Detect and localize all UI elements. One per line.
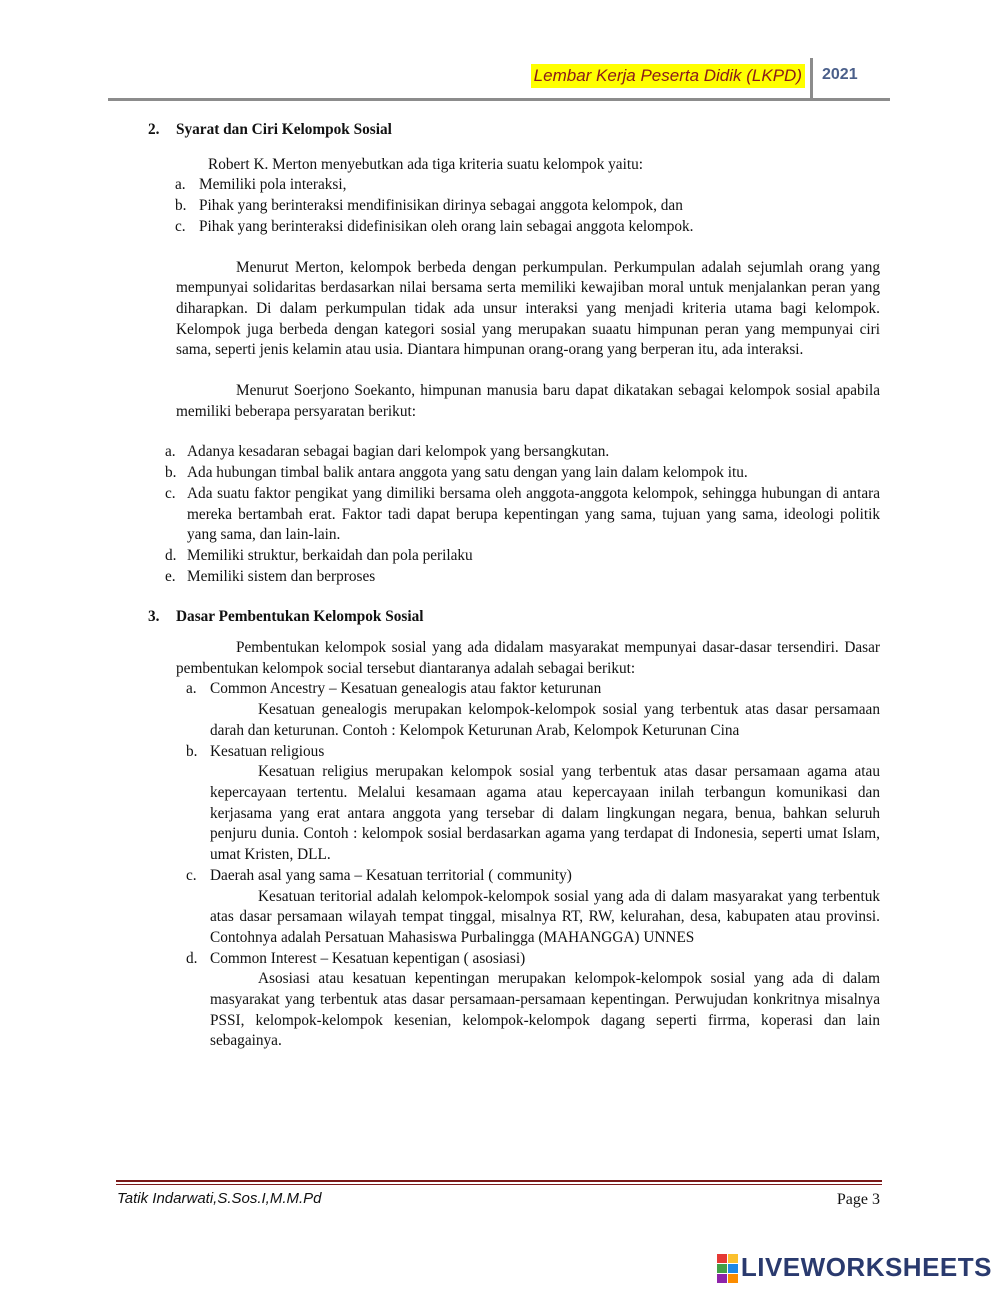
footer-author: Tatik Indarwati,S.Sos.I,M.M.Pd xyxy=(117,1190,322,1207)
header-rule xyxy=(108,98,890,101)
list-item: a. Common Ancestry – Kesatuan genealogis atau faktor keturunan Kesatuan genealogis merupakan kelompok-kelompok sosial yang terbentuk atas dasar persamaan darah dan keturunan. Contoh : Kelompok Keturunan Arab, Kelompok Keturunan Cina xyxy=(148,679,880,741)
list-item: b. Ada hubungan timbal balik antara anggota yang satu dengan yang lain dalam kelompok itu. xyxy=(165,464,748,482)
page-number: Page 3 xyxy=(836,1191,880,1208)
footer-rule xyxy=(116,1180,882,1182)
soekanto-paragraph: Menurut Soerjono Soekanto, himpunan manusia baru dapat dikatakan sebagai kelompok sosial apabila memiliki beberapa persyaratan berikut: xyxy=(176,382,880,420)
section-2-title: Syarat dan Ciri Kelompok Sosial xyxy=(176,121,392,138)
merton-criteria-list xyxy=(148,175,880,237)
list-item: e. Memiliki sistem dan berproses xyxy=(165,567,376,585)
section-2-heading xyxy=(148,120,880,141)
liveworksheets-wordmark: LIVEWORKSHEETS xyxy=(740,1252,992,1282)
basis-body: Kesatuan teritorial adalah kelompok-kelompok sosial yang ada di dalam masyarakat yang terbentuk atas dasar persamaan wilayah tempat tinggal, misalnya RT, RW, kelurahan, desa, kabupaten atau provinsi. Contohnya adalah Persatuan Mahasiswa Purbalingga (MAHANGGA) UNNES xyxy=(210,887,880,946)
list-item: d. Common Interest – Kesatuan kepentigan ( asosiasi) Asosiasi atau kesatuan kepentingan merupakan kelompok-kelompok sosial yang ada di dalam masyarakat yang terbentuk atas dasar persamaan-persamaan kepentingan. Perwujudan konkritnya misalnya PSSI, kelompok-kelompok kesenian, kelompok-kelompok dagang seperti firrma, koperasi dan lain sebagainya. xyxy=(148,949,880,1053)
header-year: 2021 xyxy=(822,66,858,83)
basis-title: Common Interest – Kesatuan kepentigan ( asosiasi) xyxy=(210,949,526,967)
basis-title: Kesatuan religious xyxy=(210,742,325,760)
basis-list xyxy=(148,679,880,1052)
list-item: c. Pihak yang berinteraksi didefinisikan oleh orang lain sebagai anggota kelompok. xyxy=(175,217,694,235)
list-item: c. Daerah asal yang sama – Kesatuan territorial ( community) Kesatuan teritorial adalah kelompok-kelompok sosial yang ada di dalam masyarakat yang terbentuk atas dasar persamaan wilayah tempat tinggal, misalnya RT, RW, kelurahan, desa, kabupaten atau provinsi. Contohnya adalah Persatuan Mahasiswa Purbalingga (MAHANGGA) UNNES xyxy=(148,866,880,949)
section-3-intro: Pembentukan kelompok sosial yang ada didalam masyarakat mempunyai dasar-dasar tersendiri. Dasar pembentukan kelompok social tersebut diantaranya adalah sebagai berikut: xyxy=(176,639,880,677)
basis-body: Asosiasi atau kesatuan kepentingan merupakan kelompok-kelompok sosial yang ada di dalam masyarakat yang terbentuk atas dasar persamaan-persamaan kepentingan. Perwujudan konkritnya misalnya PSSI, kelompok-kelompok kesenian, kelompok-kelompok dagang seperti firrma, koperasi dan lain sebagainya. xyxy=(210,970,880,1050)
basis-body: Kesatuan religius merupakan kelompok sosial yang terbentuk atas dasar persamaan agama atau kepercayaan tertentu. Melalui kesamaan agama atau kepercayaan inilah terbangun komunikasi dan kerjasama yang erat antara anggota yang tersebar di dalam lingkungan negara, benua, bahkan seluruh penjuru dunia. Contoh : kelompok sosial berdasarkan agama yang terdapat di Indonesia, seperti umat Islam, umat Kristen, DLL. xyxy=(210,763,880,864)
basis-title: Common Ancestry – Kesatuan genealogis atau faktor keturunan xyxy=(210,680,602,698)
list-item: b. Pihak yang berinteraksi mendifinisikan dirinya sebagai anggota kelompok, dan xyxy=(175,197,683,215)
merton-paragraph: Menurut Merton, kelompok berbeda dengan perkumpulan. Perkumpulan adalah sejumlah orang yang mempunyai solidaritas berdasarkan nilai bersama serta memiliki kewajiban moral untuk menjalankan peran yang diharapkan. Di dalam perkumpulan tidak ada unsur interaksi yang menjadi kriteria utama bagi kelompok. Kelompok juga berbeda dengan kategori sosial yang merupakan suaatu himpunan peran yang mempunyai ciri sama, seperti jenis kelamin atau usia. Diantara himpunan orang-orang yang berperan itu, ada interaksi. xyxy=(176,258,880,359)
basis-title: Daerah asal yang sama – Kesatuan territorial ( community) xyxy=(210,866,572,884)
list-item: a. Memiliki pola interaksi, xyxy=(175,176,347,194)
liveworksheets-logo[interactable] xyxy=(717,1252,992,1283)
basis-body: Kesatuan genealogis merupakan kelompok-kelompok sosial yang terbentuk atas dasar persamaan darah dan keturunan. Contoh : Kelompok Keturunan Arab, Kelompok Keturunan Cina xyxy=(210,701,880,739)
list-item: d. Memiliki struktur, berkaidah dan pola perilaku xyxy=(165,546,473,564)
section-3-title: Dasar Pembentukan Kelompok Sosial xyxy=(176,608,424,626)
list-item: c. Ada suatu faktor pengikat yang dimiliki bersama oleh anggota-anggota kelompok, sehingga hubungan di antara mereka bertambah erat. Faktor tadi dapat berupa kepentingan yang sama, tujuan yang sama, ideologi politik yang sama, dan lain-lain. xyxy=(165,484,880,544)
document-header-title: Lembar Kerja Peserta Didik (LKPD) xyxy=(531,64,805,88)
section-3-number: 3. xyxy=(148,608,160,626)
liveworksheets-icon xyxy=(717,1254,737,1282)
soekanto-requirements-list xyxy=(148,442,880,587)
page-content xyxy=(148,120,880,1052)
footer-rule-thin xyxy=(116,1184,882,1185)
merton-intro: Robert K. Merton menyebutkan ada tiga kriteria suatu kelompok yaitu: xyxy=(208,155,643,173)
section-2-number: 2. xyxy=(148,121,160,138)
section-3-heading xyxy=(148,607,880,628)
header-separator xyxy=(810,58,813,98)
list-item: a. Adanya kesadaran sebagai bagian dari kelompok yang bersangkutan. xyxy=(165,443,610,461)
list-item: b. Kesatuan religious Kesatuan religius merupakan kelompok sosial yang terbentuk atas dasar persamaan agama atau kepercayaan tertentu. Melalui kesamaan agama atau kepercayaan inilah terbangun komunikasi dan kerjasama yang erat antara anggota yang tersebar di dalam lingkungan negara, benua, bahkan seluruh penjuru dunia. Contoh : kelompok sosial berdasarkan agama yang terdapat di Indonesia, seperti umat Islam, umat Kristen, DLL. xyxy=(148,742,880,866)
